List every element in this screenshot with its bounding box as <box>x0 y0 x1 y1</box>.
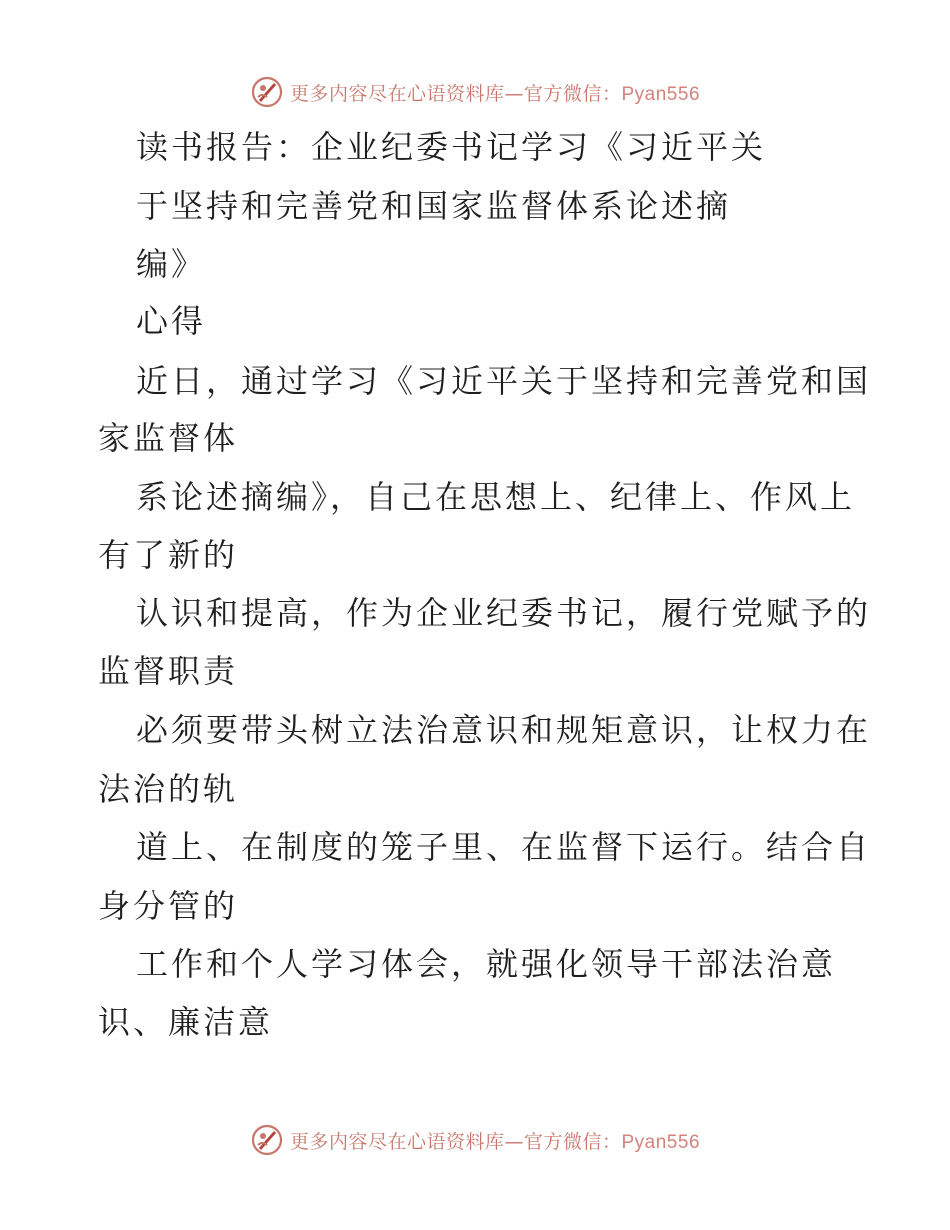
banner-wechat-id: Pyan556 <box>621 83 701 105</box>
doc-line: 家监督体 <box>98 419 239 457</box>
footer-banner <box>0 1120 950 1160</box>
doc-line: 认识和提高，作为企业纪委书记，履行党赋予的 <box>136 594 872 632</box>
doc-line: 工作和个人学习体会，就强化领导干部法治意 <box>136 945 837 983</box>
doc-line: 必须要带头树立法治意识和规矩意识，让权力在 <box>136 711 872 749</box>
doc-line: 法治的轨 <box>98 770 239 808</box>
doc-line: 编》 <box>136 245 207 283</box>
quill-logo-icon <box>250 1123 284 1157</box>
banner-title: 更多内容尽在心语资料库 <box>289 1130 505 1153</box>
banner-text <box>290 1127 700 1154</box>
doc-line: 读书报告：企业纪委书记学习《习近平关 <box>136 128 767 166</box>
doc-line: 有了新的 <box>98 536 239 574</box>
banner-separator: —官方微信： <box>504 82 622 105</box>
banner-wechat-id: Pyan556 <box>621 1131 701 1153</box>
banner-text <box>290 79 700 106</box>
doc-line: 心得 <box>136 302 207 340</box>
quill-logo-icon <box>250 75 284 109</box>
doc-line: 近日，通过学习《习近平关于坚持和完善党和国 <box>136 362 872 400</box>
banner-title: 更多内容尽在心语资料库 <box>289 82 505 105</box>
doc-line: 系论述摘编》，自己在思想上、纪律上、作风上 <box>136 478 856 516</box>
doc-line: 道上、在制度的笼子里、在监督下运行。结合自 <box>136 828 872 866</box>
doc-line: 身分管的 <box>98 887 239 925</box>
doc-line: 于坚持和完善党和国家监督体系论述摘 <box>136 187 732 225</box>
doc-line: 识、廉洁意 <box>98 1003 274 1041</box>
doc-line: 监督职责 <box>98 652 239 690</box>
banner-separator: —官方微信： <box>504 1130 622 1153</box>
header-banner <box>0 72 950 112</box>
